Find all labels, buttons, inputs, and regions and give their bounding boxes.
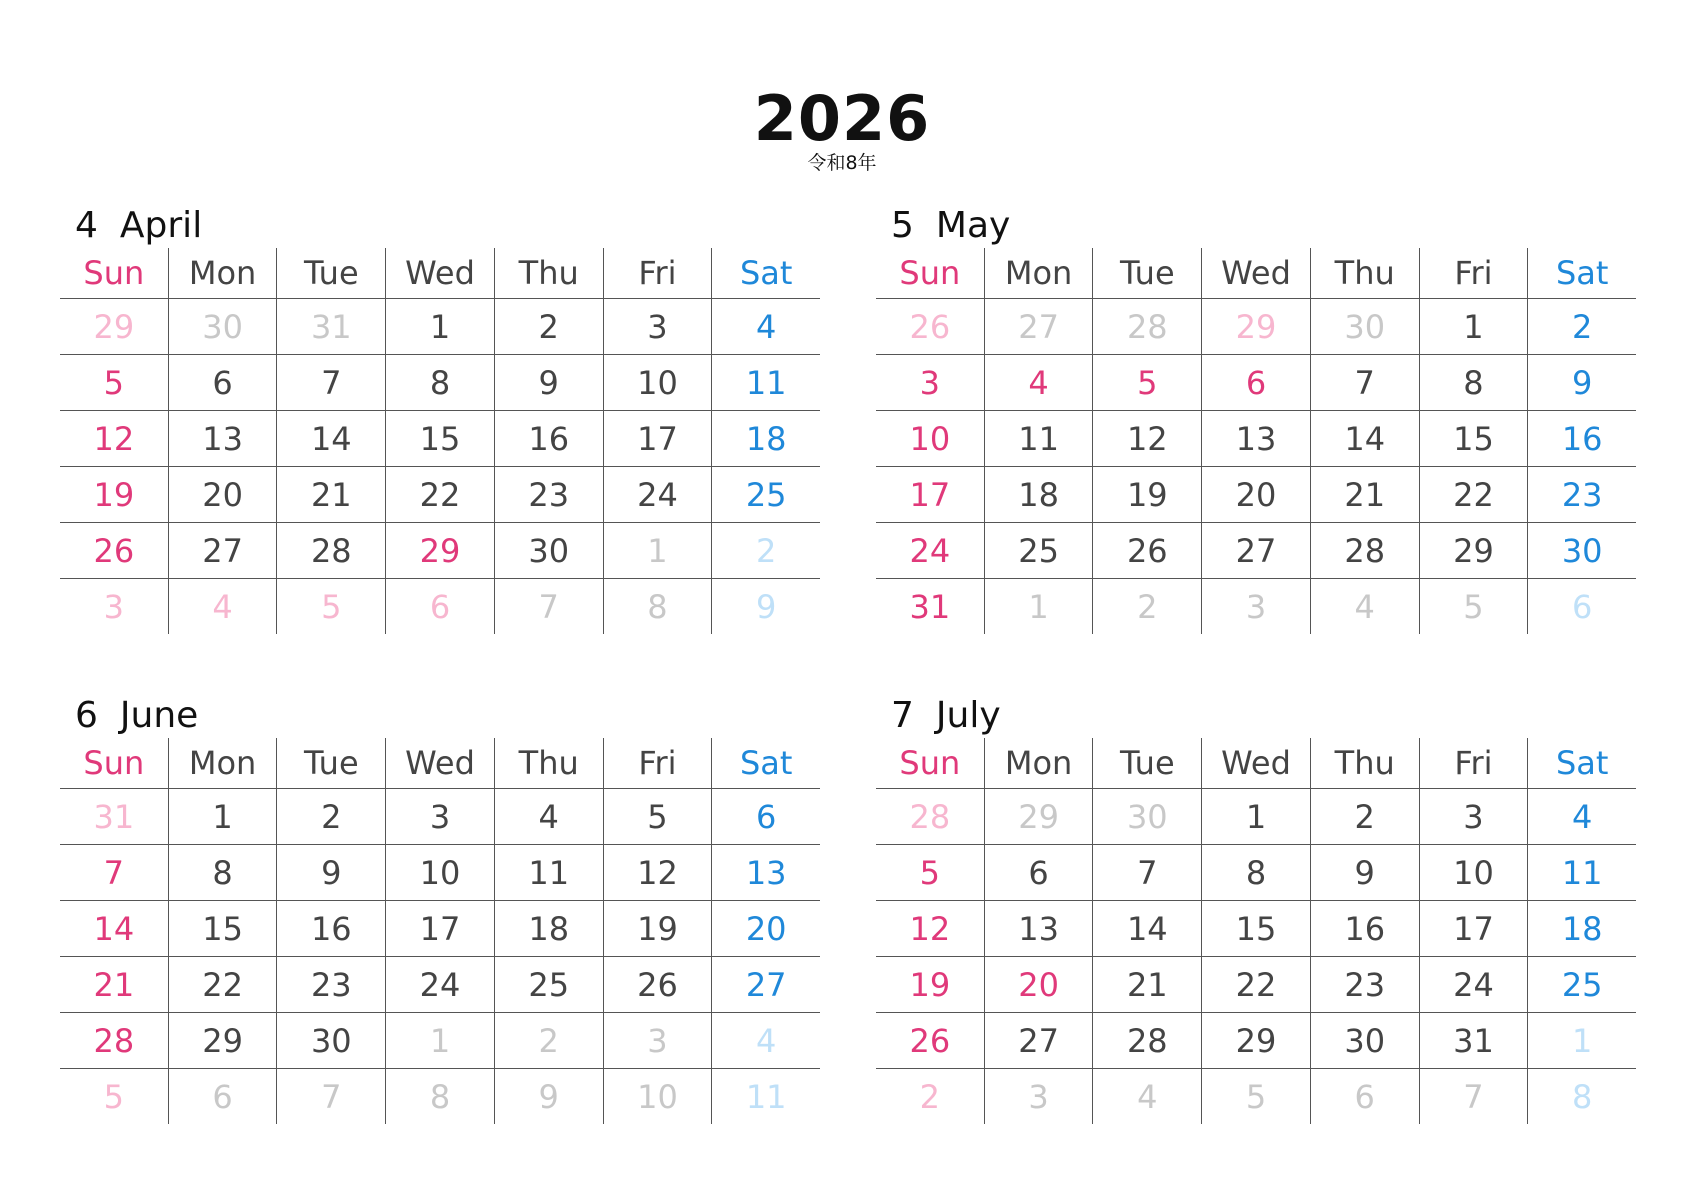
weekday-header-row: [876, 248, 1636, 299]
day-cell: 2: [494, 299, 603, 354]
day-cell: 17: [1419, 901, 1528, 956]
weekday-mon: Mon: [984, 248, 1093, 298]
adjacent-day-cell: 4: [168, 579, 277, 634]
adjacent-day-cell: 3: [984, 1069, 1093, 1124]
adjacent-day-cell: 29: [93, 307, 135, 346]
adjacent-day-cell: 2: [711, 523, 820, 578]
weekday-wed: Wed: [1201, 248, 1310, 298]
day-cell: 7: [1310, 355, 1419, 410]
weekday-thu: Thu: [494, 738, 603, 788]
adjacent-day-cell: 9: [494, 1069, 603, 1124]
adjacent-day-cell: 2: [494, 1013, 603, 1068]
day-cell: 14: [1092, 901, 1201, 956]
weekday-mon: Mon: [984, 738, 1093, 788]
day-cell: 30: [276, 1013, 385, 1068]
adjacent-day-cell: 5: [1201, 1069, 1310, 1124]
day-cell: 8: [1419, 355, 1528, 410]
day-cell: 23: [494, 467, 603, 522]
weekday-header-row: [60, 248, 820, 299]
day-cell: 30: [494, 523, 603, 578]
day-cell: 17: [603, 411, 712, 466]
adjacent-day-cell: 6: [385, 579, 494, 634]
day-cell: 29: [1201, 1013, 1310, 1068]
day-cell: 28: [1310, 523, 1419, 578]
day-cell: 2: [1310, 789, 1419, 844]
day-cell: 5: [919, 853, 941, 892]
month-grid: [60, 248, 820, 634]
day-cell: 18: [984, 467, 1093, 522]
weekday-fri: Fri: [1419, 738, 1528, 788]
adjacent-day-cell: 1: [1527, 1013, 1636, 1068]
day-cell: 6: [711, 789, 820, 844]
day-cell: 28: [93, 1021, 135, 1060]
day-cell: 1: [1419, 299, 1528, 354]
month-grid: [60, 738, 820, 1124]
day-cell: 2: [1527, 299, 1636, 354]
day-cell: 9: [276, 845, 385, 900]
era-subtitle: 令和8年: [807, 152, 877, 174]
day-cell: 12: [603, 845, 712, 900]
day-cell: 10: [603, 355, 712, 410]
day-cell: 20: [1201, 467, 1310, 522]
weekday-wed: Wed: [385, 248, 494, 298]
month-grid: [876, 248, 1636, 634]
month-number: 5: [891, 205, 914, 246]
day-cell: 27: [984, 1013, 1093, 1068]
month-title: [75, 200, 202, 252]
adjacent-day-cell: 29: [1201, 299, 1310, 354]
day-cell: 1: [385, 299, 494, 354]
day-cell: 9: [1527, 355, 1636, 410]
day-cell: 21: [1092, 957, 1201, 1012]
week-row: [876, 1013, 1636, 1069]
adjacent-day-cell: 7: [494, 579, 603, 634]
weekday-sun: Sun: [899, 744, 961, 782]
day-cell: 13: [711, 845, 820, 900]
weekday-wed: Wed: [385, 738, 494, 788]
week-row: [60, 1013, 820, 1069]
adjacent-day-cell: 7: [276, 1069, 385, 1124]
day-cell: 4: [984, 355, 1093, 410]
weekday-sat: Sat: [711, 248, 820, 298]
week-row: [876, 845, 1636, 901]
day-cell: 20: [711, 901, 820, 956]
day-cell: 13: [1201, 411, 1310, 466]
day-cell: 4: [711, 299, 820, 354]
week-row: [60, 299, 820, 355]
week-row: [876, 467, 1636, 523]
day-cell: 29: [168, 1013, 277, 1068]
weekday-sat: Sat: [1527, 248, 1636, 298]
day-cell: 13: [168, 411, 277, 466]
day-cell: 29: [1419, 523, 1528, 578]
day-cell: 20: [984, 957, 1093, 1012]
day-cell: 3: [1419, 789, 1528, 844]
day-cell: 10: [1419, 845, 1528, 900]
day-cell: 12: [93, 419, 135, 458]
week-row: [60, 355, 820, 411]
adjacent-day-cell: 7: [1419, 1069, 1528, 1124]
adjacent-day-cell: 4: [711, 1013, 820, 1068]
day-cell: 25: [1527, 957, 1636, 1012]
day-cell: 12: [909, 909, 951, 948]
day-cell: 10: [909, 419, 951, 458]
day-cell: 1: [1201, 789, 1310, 844]
adjacent-day-cell: 8: [385, 1069, 494, 1124]
day-cell: 4: [1527, 789, 1636, 844]
day-cell: 16: [276, 901, 385, 956]
weekday-mon: Mon: [168, 248, 277, 298]
month-name: May: [935, 205, 1011, 246]
weekday-sun: Sun: [83, 254, 145, 292]
day-cell: 25: [711, 467, 820, 522]
week-row: [60, 957, 820, 1013]
weekday-sun: Sun: [899, 254, 961, 292]
day-cell: 16: [494, 411, 603, 466]
adjacent-day-cell: 8: [1527, 1069, 1636, 1124]
adjacent-day-cell: 29: [984, 789, 1093, 844]
week-row: [876, 901, 1636, 957]
adjacent-day-cell: 11: [711, 1069, 820, 1124]
adjacent-day-cell: 27: [984, 299, 1093, 354]
weekday-sun: Sun: [83, 744, 145, 782]
day-cell: 6: [984, 845, 1093, 900]
day-cell: 15: [1419, 411, 1528, 466]
month-number: 6: [75, 695, 98, 736]
day-cell: 9: [1310, 845, 1419, 900]
month-name: April: [119, 205, 203, 246]
weekday-tue: Tue: [276, 738, 385, 788]
weekday-thu: Thu: [1310, 738, 1419, 788]
adjacent-day-cell: 2: [919, 1077, 941, 1116]
day-cell: 30: [1527, 523, 1636, 578]
week-row: [60, 901, 820, 957]
adjacent-day-cell: 5: [103, 1077, 125, 1116]
day-cell: 6: [168, 355, 277, 410]
month-number: 4: [75, 205, 98, 246]
day-cell: 6: [1201, 355, 1310, 410]
weekday-header-row: [876, 738, 1636, 789]
day-cell: 7: [103, 853, 125, 892]
adjacent-day-cell: 30: [168, 299, 277, 354]
day-cell: 24: [603, 467, 712, 522]
adjacent-day-cell: 3: [603, 1013, 712, 1068]
day-cell: 21: [93, 965, 135, 1004]
day-cell: 28: [276, 523, 385, 578]
adjacent-day-cell: 31: [93, 797, 135, 836]
weekday-thu: Thu: [1310, 248, 1419, 298]
adjacent-day-cell: 3: [1201, 579, 1310, 634]
adjacent-day-cell: 3: [103, 587, 125, 626]
day-cell: 2: [276, 789, 385, 844]
day-cell: 26: [603, 957, 712, 1012]
day-cell: 14: [93, 909, 135, 948]
day-cell: 3: [385, 789, 494, 844]
day-cell: 22: [1419, 467, 1528, 522]
day-cell: 4: [494, 789, 603, 844]
adjacent-day-cell: 5: [276, 579, 385, 634]
weekday-tue: Tue: [1092, 248, 1201, 298]
day-cell: 3: [919, 363, 941, 402]
weekday-tue: Tue: [276, 248, 385, 298]
day-cell: 20: [168, 467, 277, 522]
month-name: July: [935, 695, 1001, 736]
day-cell: 12: [1092, 411, 1201, 466]
day-cell: 27: [711, 957, 820, 1012]
adjacent-day-cell: 9: [711, 579, 820, 634]
day-cell: 22: [385, 467, 494, 522]
month-title: [75, 690, 198, 742]
adjacent-day-cell: 6: [1310, 1069, 1419, 1124]
day-cell: 17: [909, 475, 951, 514]
weekday-fri: Fri: [603, 248, 712, 298]
day-cell: 17: [385, 901, 494, 956]
day-cell: 5: [603, 789, 712, 844]
weekday-wed: Wed: [1201, 738, 1310, 788]
day-cell: 8: [168, 845, 277, 900]
week-row: [876, 579, 1636, 634]
month-name: June: [119, 695, 199, 736]
day-cell: 9: [494, 355, 603, 410]
year-title: 2026: [753, 82, 931, 155]
adjacent-day-cell: 5: [1419, 579, 1528, 634]
day-cell: 19: [1092, 467, 1201, 522]
weekday-fri: Fri: [1419, 248, 1528, 298]
week-row: [60, 523, 820, 579]
adjacent-day-cell: 4: [1310, 579, 1419, 634]
month-grid: [876, 738, 1636, 1124]
week-row: [60, 467, 820, 523]
week-row: [876, 1069, 1636, 1124]
day-cell: 19: [603, 901, 712, 956]
day-cell: 15: [168, 901, 277, 956]
day-cell: 25: [984, 523, 1093, 578]
adjacent-day-cell: 10: [603, 1069, 712, 1124]
weekday-thu: Thu: [494, 248, 603, 298]
day-cell: 15: [385, 411, 494, 466]
day-cell: 18: [494, 901, 603, 956]
month-number: 7: [891, 695, 914, 736]
day-cell: 16: [1527, 411, 1636, 466]
day-cell: 26: [909, 1021, 951, 1060]
day-cell: 26: [93, 531, 135, 570]
week-row: [60, 789, 820, 845]
day-cell: 5: [103, 363, 125, 402]
week-row: [60, 411, 820, 467]
day-cell: 16: [1310, 901, 1419, 956]
day-cell: 11: [984, 411, 1093, 466]
week-row: [60, 579, 820, 634]
day-cell: 19: [909, 965, 951, 1004]
adjacent-day-cell: 1: [385, 1013, 494, 1068]
day-cell: 22: [1201, 957, 1310, 1012]
adjacent-day-cell: 4: [1092, 1069, 1201, 1124]
adjacent-day-cell: 28: [909, 797, 951, 836]
day-cell: 8: [1201, 845, 1310, 900]
day-cell: 10: [385, 845, 494, 900]
week-row: [876, 523, 1636, 579]
day-cell: 31: [909, 587, 951, 626]
day-cell: 1: [168, 789, 277, 844]
adjacent-day-cell: 30: [1310, 299, 1419, 354]
day-cell: 29: [385, 523, 494, 578]
weekday-header-row: [60, 738, 820, 789]
day-cell: 27: [168, 523, 277, 578]
day-cell: 25: [494, 957, 603, 1012]
weekday-tue: Tue: [1092, 738, 1201, 788]
weekday-sat: Sat: [1527, 738, 1636, 788]
day-cell: 23: [1527, 467, 1636, 522]
week-row: [876, 789, 1636, 845]
day-cell: 26: [1092, 523, 1201, 578]
adjacent-day-cell: 8: [603, 579, 712, 634]
day-cell: 28: [1092, 1013, 1201, 1068]
adjacent-day-cell: 26: [909, 307, 951, 346]
week-row: [876, 299, 1636, 355]
day-cell: 13: [984, 901, 1093, 956]
day-cell: 27: [1201, 523, 1310, 578]
adjacent-day-cell: 1: [984, 579, 1093, 634]
day-cell: 3: [603, 299, 712, 354]
day-cell: 14: [1310, 411, 1419, 466]
adjacent-day-cell: 6: [168, 1069, 277, 1124]
day-cell: 11: [711, 355, 820, 410]
day-cell: 24: [909, 531, 951, 570]
week-row: [60, 845, 820, 901]
weekday-mon: Mon: [168, 738, 277, 788]
day-cell: 24: [1419, 957, 1528, 1012]
day-cell: 31: [1419, 1013, 1528, 1068]
day-cell: 18: [1527, 901, 1636, 956]
day-cell: 11: [494, 845, 603, 900]
week-row: [60, 1069, 820, 1124]
day-cell: 7: [1092, 845, 1201, 900]
month-title: [891, 200, 1010, 252]
week-row: [876, 957, 1636, 1013]
day-cell: 5: [1092, 355, 1201, 410]
adjacent-day-cell: 2: [1092, 579, 1201, 634]
weekday-sat: Sat: [711, 738, 820, 788]
week-row: [876, 355, 1636, 411]
week-row: [876, 411, 1636, 467]
day-cell: 19: [93, 475, 135, 514]
day-cell: 7: [276, 355, 385, 410]
adjacent-day-cell: 30: [1092, 789, 1201, 844]
adjacent-day-cell: 1: [603, 523, 712, 578]
weekday-fri: Fri: [603, 738, 712, 788]
day-cell: 22: [168, 957, 277, 1012]
day-cell: 23: [1310, 957, 1419, 1012]
day-cell: 23: [276, 957, 385, 1012]
day-cell: 21: [276, 467, 385, 522]
day-cell: 11: [1527, 845, 1636, 900]
adjacent-day-cell: 28: [1092, 299, 1201, 354]
day-cell: 18: [711, 411, 820, 466]
day-cell: 15: [1201, 901, 1310, 956]
adjacent-day-cell: 6: [1527, 579, 1636, 634]
adjacent-day-cell: 31: [276, 299, 385, 354]
day-cell: 21: [1310, 467, 1419, 522]
day-cell: 8: [385, 355, 494, 410]
month-title: [891, 690, 1001, 742]
day-cell: 24: [385, 957, 494, 1012]
day-cell: 14: [276, 411, 385, 466]
day-cell: 30: [1310, 1013, 1419, 1068]
